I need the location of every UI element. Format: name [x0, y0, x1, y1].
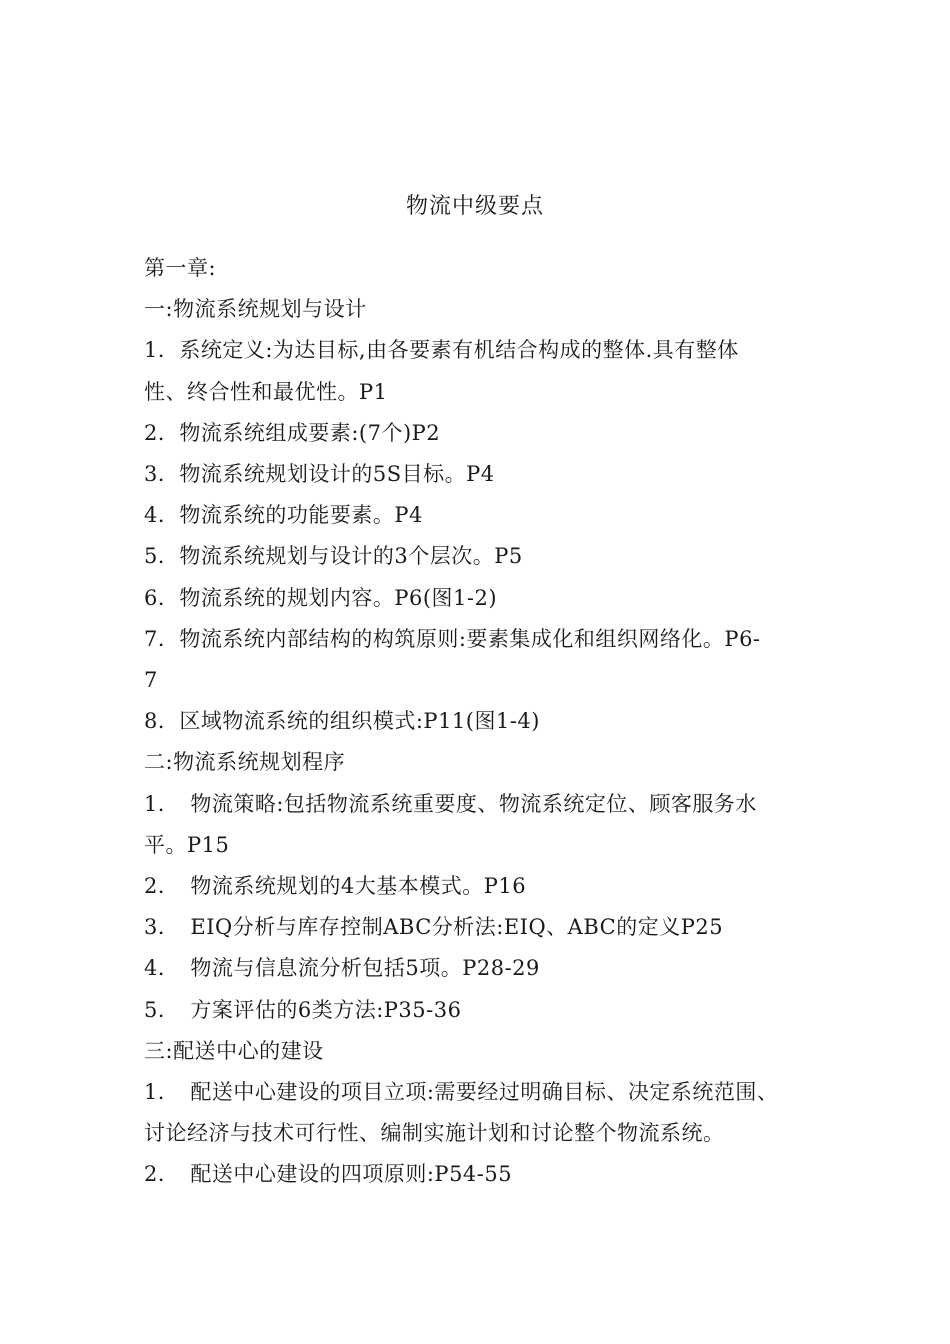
- text-line: 5．物流系统规划与设计的3个层次。P5: [144, 544, 523, 569]
- text-line: 7．物流系统内部结构的构筑原则:要素集成化和组织网络化。P6-: [144, 626, 761, 651]
- text-line: 6．物流系统的规划内容。P6(图1-2): [144, 585, 498, 610]
- document-body: [144, 248, 830, 1196]
- text-line: 5． 方案评估的6类方法:P35-36: [144, 997, 462, 1022]
- text-line: 一:物流系统规划与设计: [144, 297, 367, 322]
- text-line: 讨论经济与技术可行性、编制实施计划和讨论整个物流系统。: [144, 1121, 725, 1146]
- text-line: 1．系统定义:为达目标,由各要素有机结合构成的整体.具有整体: [144, 338, 739, 363]
- text-line: 1． 配送中心建设的项目立项:需要经过明确目标、决定系统范围、: [144, 1080, 779, 1105]
- text-line: 二:物流系统规划程序: [144, 750, 346, 775]
- text-line: 2． 配送中心建设的四项原则:P54-55: [144, 1162, 513, 1187]
- text-line: 8．区域物流系统的组织模式:P11(图1-4): [144, 709, 540, 734]
- text-line: 1． 物流策略:包括物流系统重要度、物流系统定位、顾客服务水: [144, 791, 757, 816]
- text-line: 4． 物流与信息流分析包括5项。P28-29: [144, 956, 540, 981]
- text-line: 2．物流系统组成要素:(7个)P2: [144, 420, 441, 445]
- text-line: 3． EIQ分析与库存控制ABC分析法:EIQ、ABC的定义P25: [144, 915, 724, 940]
- text-line: 4．物流系统的功能要素。P4: [144, 503, 423, 528]
- text-line: 3．物流系统规划设计的5S目标。P4: [144, 462, 495, 487]
- text-line: 第一章:: [144, 256, 217, 280]
- text-line: 7: [144, 668, 158, 693]
- document-title: 物流中级要点: [405, 194, 544, 219]
- text-line: 平。P15: [144, 832, 230, 857]
- text-line: 2． 物流系统规划的4大基本模式。P16: [144, 874, 527, 899]
- text-line: 性、终合性和最优性。P1: [144, 379, 388, 404]
- text-line: 三:配送中心的建设: [144, 1038, 324, 1063]
